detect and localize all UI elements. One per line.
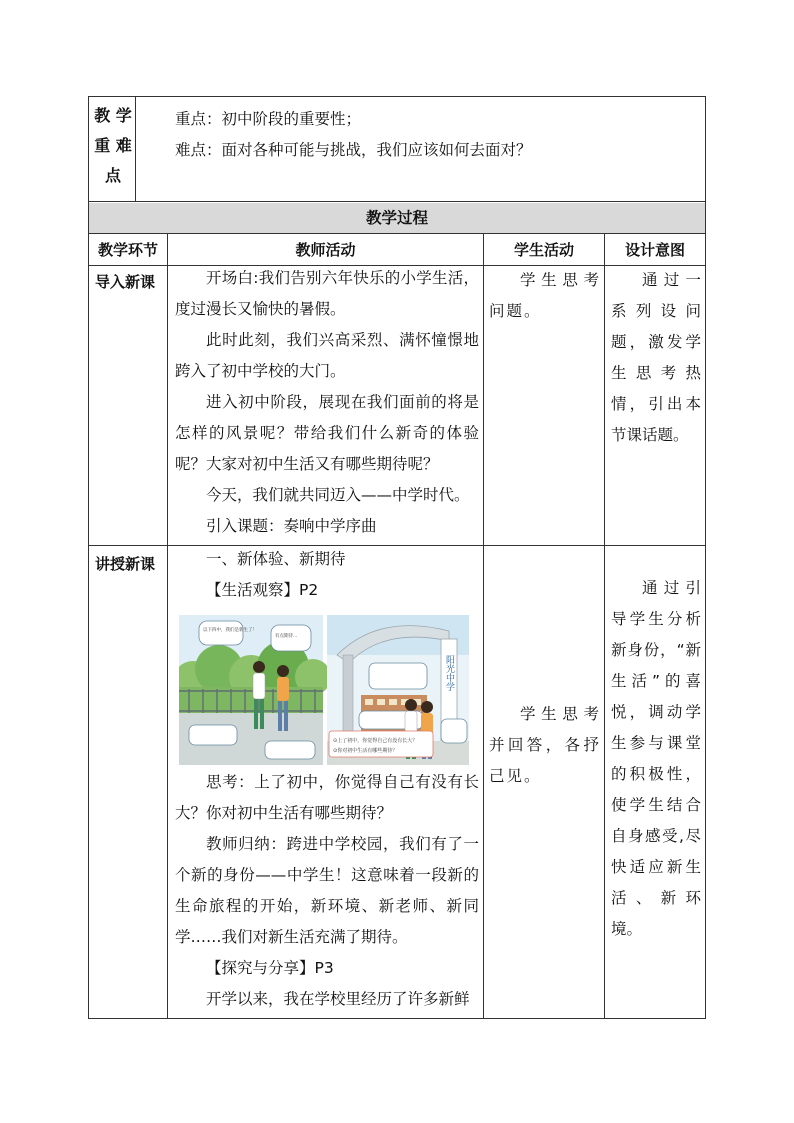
grid-line [167, 233, 168, 1018]
illustration-svg [179, 611, 469, 767]
stage-intro: 导入新课 [95, 273, 156, 291]
lesson-table [88, 96, 706, 1019]
design-new [611, 573, 701, 945]
explore-paragraph: 开学以来，我在学校里经历了许多新鲜 [206, 990, 470, 1008]
header-design: 设计意图 [624, 241, 685, 259]
design-intro [611, 265, 701, 451]
label-line: 教 学 [94, 106, 132, 125]
intro-paragraph: 引入课题：奏响中学序曲 [206, 517, 377, 535]
grid-line [135, 97, 136, 201]
intro-paragraph: 开场白:我们告别六年快乐的小学生活，度过漫长又愉快的暑假。 [175, 269, 479, 318]
intro-paragraph: 进入初中阶段，展现在我们面前的将是怎样的风景呢？带给我们什么新奇的体验呢？大家对初中生活又有哪些期待呢？ [175, 393, 479, 473]
teacher-new-top [175, 544, 479, 606]
life-observe-label: 【生活观察】P2 [206, 581, 319, 599]
header-stage: 教学环节 [97, 241, 158, 259]
header-student: 学生活动 [513, 241, 574, 259]
gate-sign-text: 阳光中学 [444, 655, 454, 691]
summary-paragraph: 教师归纳：跨进中学校园，我们有了一个新的身份——中学生！这意味着一段新的生命旅程的开始，新环境、新老师、新同学……我们对新生活充满了期待。 [175, 835, 479, 946]
process-title [89, 203, 705, 233]
key-difficult-content [175, 104, 695, 166]
explore-label: 【探究与分享】P3 [206, 959, 334, 977]
bubble-text: 以下四中，我们是新生了！ [203, 628, 257, 633]
student-new-text: 学生思考并回答，各抒己见。 [489, 705, 601, 785]
caption-line: ⊙上了初中，你觉得自己有没有长大？ [333, 738, 418, 744]
textbook-illustration [179, 611, 469, 767]
design-new-text: 通过引导学生分析新身份，“新生活”的喜悦，调动学生参与课堂的积极性，使学生结合自身感受,尽快适应新生活、新环境。 [611, 579, 701, 938]
student-intro [489, 265, 601, 327]
section-heading: 一、新体验、新期待 [206, 550, 346, 568]
design-intro-text: 通过一系列设问题，激发学生思考热情，引出本节课话题。 [611, 271, 701, 444]
student-new [489, 699, 601, 792]
header-teacher: 教师活动 [295, 241, 356, 259]
difficult-point: 难点：面对各种可能与挑战，我们应该如何去面对？ [175, 141, 532, 159]
teacher-intro [175, 263, 479, 542]
process-title-text: 教学过程 [365, 209, 428, 227]
grid-line [89, 233, 705, 234]
teacher-new-bottom [175, 767, 479, 1015]
grid-line [483, 233, 484, 1018]
key-point: 重点：初中阶段的重要性； [175, 110, 362, 128]
label-line: 重 难 [94, 136, 132, 155]
grid-line [89, 201, 705, 202]
caption-line: ⊙你对初中生活有哪些期待？ [333, 748, 398, 754]
label-line: 点 [104, 166, 121, 185]
grid-line [89, 545, 705, 546]
key-difficult-label [93, 101, 133, 191]
think-paragraph: 思考：上了初中，你觉得自己有没有长大？你对初中生活有哪些期待？ [175, 773, 479, 822]
student-intro-text: 学生思考问题。 [489, 271, 601, 320]
intro-paragraph: 此时此刻，我们兴高采烈、满怀憧憬地跨入了初中学校的大门。 [175, 331, 479, 380]
grid-line [604, 233, 605, 1018]
stage-new: 讲授新课 [95, 555, 156, 573]
bubble-text: 有点期待... [275, 634, 298, 639]
grid-line [89, 265, 705, 266]
intro-paragraph: 今天，我们就共同迈入——中学时代。 [206, 486, 470, 504]
